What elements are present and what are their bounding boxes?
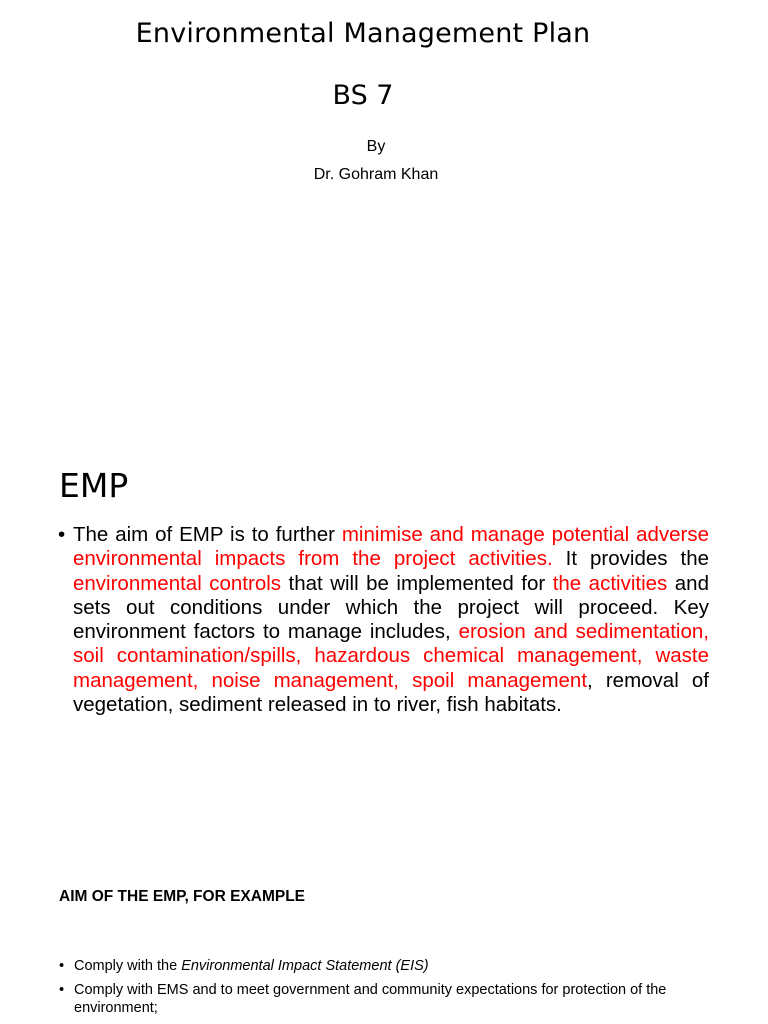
text-segment: that will be implemented for [281, 571, 553, 595]
list-item [59, 957, 699, 975]
bullet-icon: • [58, 523, 66, 546]
by-label: By [366, 138, 386, 155]
highlighted-text-segment: erosion and sedimentation, soil contamination/spills, hazardous chemical management, waste management, noise management, spoil management [73, 620, 709, 692]
text-segment: , removal of vegetation, sediment released in to river, fish habitats. [73, 668, 709, 717]
document-title: Environmental Management Plan [135, 18, 591, 49]
emp-paragraph [73, 523, 709, 717]
list-item-emphasis: Environmental Impact Statement (EIS) [181, 958, 429, 974]
author-name: Dr. Gohram Khan [313, 166, 439, 183]
list-item-text: Comply with the [74, 958, 182, 974]
highlighted-text-segment: minimise and manage potential adverse environmental impacts from the project activities. [73, 523, 709, 571]
bullet-icon: • [59, 958, 65, 974]
text-segment: It provides the [552, 547, 710, 571]
title-slide [0, 0, 768, 440]
text-segment: and sets out conditions under which the project will proceed. Key environment factors to manage includes, [73, 571, 709, 644]
aim-list [59, 957, 699, 1023]
emp-slide [0, 440, 768, 860]
highlighted-text-segment: environmental controls [73, 571, 282, 595]
highlighted-text-segment: the activities [552, 571, 668, 595]
course-code: BS 7 [332, 80, 394, 111]
emp-heading: EMP [59, 466, 129, 505]
aim-heading: AIM OF THE EMP, FOR EXAMPLE [59, 888, 306, 905]
bullet-icon: • [59, 982, 65, 998]
aim-slide [0, 860, 768, 1024]
list-item-text: Comply with EMS and to meet government and community expectations for protection of the environment; [74, 982, 667, 1016]
text-segment: The aim of EMP is to further [73, 523, 342, 546]
list-item [59, 981, 699, 1017]
